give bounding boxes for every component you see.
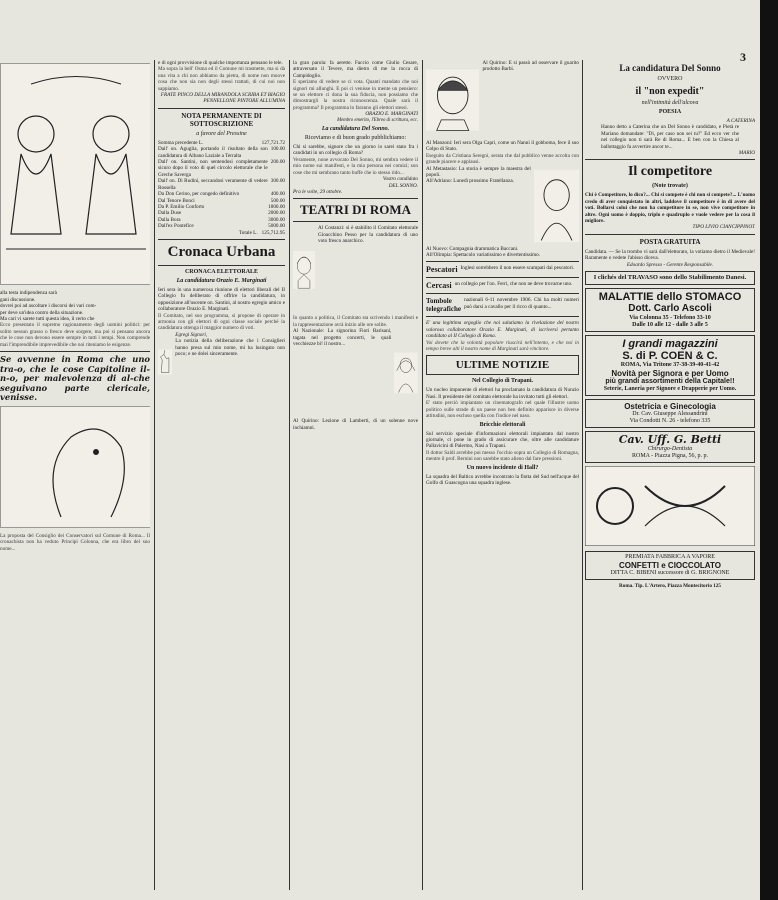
caricature-actor [534, 166, 579, 246]
cartoon-profile [0, 406, 150, 528]
column-1 [0, 60, 150, 552]
column-2 [158, 60, 285, 392]
pointing-hand-icon [158, 332, 172, 392]
ad-role: Chirurgo-Dentista [647, 445, 693, 452]
ad-title: PREMIATA FABBRICA A VAPORE [625, 554, 715, 560]
article-heading: La candidatura Orazio E. Marginati [176, 277, 267, 284]
article-text: Voi dovete che la volontà popolare riuscirà nell'intento, e che noi in tempo breve alti il nostro nome di Marginati sarà vincitore. [426, 339, 579, 353]
brief-heading: Cercasi [426, 281, 452, 291]
competitore-signature: TIPO LIVIO CIANCIPPINOT [692, 224, 755, 231]
ad-grand: più grandi assortimenti della Capitale!! [605, 377, 735, 385]
article-text: Ma sopra la bell' Osma ed il Comune mi trasmette, ma si dà una vita a chi non abbiamo da pietra, di nome non muove cosa che non sia non degli stessi trattati, di cui noi non sappiamo. [158, 66, 285, 92]
divider [293, 198, 418, 199]
ad-novita: Novità per Signora e per Uomo [611, 368, 729, 378]
caption-line: gani discussione. [0, 296, 36, 303]
signature: ORAZIO E. MARGINATI [365, 111, 418, 118]
brief-heading: Pescatori [426, 265, 458, 275]
caricature-portrait [293, 225, 315, 315]
ad-title: I grandi magazzini [622, 337, 718, 350]
divider [158, 239, 285, 240]
letter-body: La notizia della deliberazione che i Consiglieri hanno presa sul mio nome, mi ha lusingato non poco; e ne dolei sinceramente. [175, 338, 285, 357]
intro-text: la gran parola: fa aerette. Faccio come Giulio Cesare, attraversato il Tevere, ma dietro di me la rocca di Campidoglio. [293, 60, 418, 79]
malattie-ad [585, 288, 755, 332]
donation-row: Dall' on. Santini, non sentendosi completamente sicuro dopo il voto di quel circolo elettorale che le Greche Saverga 200.00 [158, 159, 285, 178]
caption-line: Ma cari vi sarete tutti questa idea, il certo che [0, 316, 95, 323]
caricature-lady [394, 328, 418, 418]
section-title: Cronaca Urbana [167, 243, 276, 260]
total-value: 125,712.95 [261, 229, 285, 236]
divider [158, 108, 285, 109]
caption-line: dovrei poi ad ascoltare i discorsi dei vari com- [0, 303, 97, 310]
signature-sub: Membro emerito, l'Ebreo di scrittura, ecc. [337, 117, 418, 123]
poem-dedication: A CATERINA [726, 118, 755, 124]
theatre-item: Al Nuovo: Compagnia drammatica Baccani. [426, 245, 519, 252]
section-title: Il competitore [627, 164, 713, 180]
appeal-text: E' una legittima orgoglio che noi salutiamo la rivelazione del nostro valoroso collaboratore Orazio E. Marginati, di iscriversi pertanto candidato al II Collegio di Roma. [426, 320, 579, 340]
caption-line: per deve un'idea contro della situazione. [0, 309, 84, 316]
article-text: Il Comitato, nel suo programma, si propone di operare in armonia con gli elettori di ogni classe sociale perché la candidatura ottenga il maggior numero di voti. [158, 312, 285, 332]
page-number: 3 [740, 50, 746, 64]
decorative-lettering [585, 466, 755, 546]
brief-pescatori [426, 265, 579, 274]
donation-row: Dalla Bora 3000.00 [158, 216, 285, 223]
sign-line: Vostro candidato [382, 176, 418, 183]
theatre-item: Al Manzoni: Ieri sera Olga Capri, come un Nanni il gobboma, fece il suo Colpo di Stato. [426, 140, 579, 153]
theatre-item: Al Costanzi: si è stabilito il Comitato elettorale Gioacchino Pesso per la candidatura di uno voto fresco anarchico. [318, 225, 418, 245]
poem-title: La candidatura Del Sonno [619, 63, 721, 73]
column-rule [154, 60, 155, 890]
caption-line: alla testa indipendenza sarà [0, 290, 57, 297]
betti-ad [585, 431, 755, 463]
ad-footer: Seterie, Laneria per Signore e Drapperie per Uomo. [603, 385, 737, 392]
total-label: Totale L. [239, 229, 258, 236]
article-body: Chi si sarebbe, signore che un giorno io sarei stato fra i candidati in un collegio di Roma? [293, 144, 418, 157]
article-text: Ecco presentato il supremo ragionamento degli uomini politici: per solito nessun grasso o fresco deve sorgere, ma poi si pensano ancora che le cose non devono essere sempre in tutti i tempi. Non comprende mai l'imprendibile imprevedibile che noi riteniamo le esigenze. [0, 322, 150, 348]
ad-title: MALATTIE dello STOMACO [598, 290, 742, 303]
cartoon-two-figures [0, 63, 150, 285]
news-body: Un nucleo imponente di elettori ha proclamato la candidatura di Nunzio Nasi. Il presidente del comitato elettorale ha invitato tutti gli elettori. [426, 387, 579, 400]
article-text: Veramente, none avvocato Del Sonno, mi sembra vedere il mio nome sui manifesti, e la mia persona nei comizi; son cose che mi sembrano tanto buffe che io stesso rido... [293, 156, 418, 176]
letter-block [158, 332, 285, 392]
news-heading: Un nuovo incidente di Hall? [466, 464, 539, 471]
column-rule [422, 60, 423, 890]
editor-line: Edoardo Spresso - Gerente Responsabile. [626, 261, 714, 268]
divider [426, 316, 579, 317]
theatre-item: Al Metastasio: La storia è sempre la maestra del popoli. [426, 165, 531, 179]
travaso-ad: I clichés del TRAVASO sono dello Stabilimento Danesi. [585, 271, 755, 285]
divider [585, 159, 755, 160]
total-row [158, 230, 285, 236]
column-5 [585, 60, 755, 589]
theatre-item: Al Nazionale: La signorina Fiori Barisani, tagata nel progetto concerti, le quali vecchiezze bi! il nostro... [293, 328, 392, 347]
ad-name: CONFETTI e CIOCCOLATO [619, 561, 721, 570]
divider [426, 277, 579, 278]
theatre-block [426, 166, 579, 246]
brief-body: Inglesi sorrebbero il non essere scampati dai pescatori. [460, 265, 575, 272]
confetti-ad [585, 551, 755, 580]
letter-salutation: Egregi Signori, [175, 331, 208, 338]
section-subtitle: (Note trovate) [652, 183, 688, 190]
theatre-item: Al Quirino: Lezione di Lamberti, di un solenne nove inchiamni. [293, 418, 418, 431]
article-text: Eseguito da Cristiana Seregni, serata che dal pubblico venne accolta con grande piacere e applausi. [426, 152, 579, 166]
page-edge [760, 0, 778, 900]
ad-address: ROMA, Via Tritone 37-38-39-40-41-42 [620, 361, 720, 368]
article-heading: La candidatura Del Sonno. [321, 126, 390, 133]
donation-row: Dal Tenore Bonci 500.00 [158, 197, 285, 204]
divider [293, 221, 418, 222]
ad-address: Via Colonna 35 - Telefono 33-10 [629, 314, 711, 321]
prev-sum-label: Somma precedente L. [158, 139, 204, 146]
brief-body: nazionali 6-11 novembre 1906. Chi ha molti numeri può darsi a cavallo per il ricco di quanto... [464, 297, 579, 310]
brief-heading: Tombole telegrafiche [426, 297, 461, 314]
magazzini-ad [585, 335, 755, 396]
section-subtitle: CRONACA ELETTORALE [184, 268, 259, 275]
poem-intimita: nell'intimità dell'alcova [641, 100, 699, 106]
sign-date: Pra le volte, 29 ottobre. [293, 188, 343, 195]
ad-address: DITTA C. BIBENI successore di G. BRIGNONE [610, 570, 730, 576]
article-text: E speriamo di vedere se ci vota. Quanti mandato che noi signori mi allunghi. E poi ci venisse in mente un pensiero: se un elettore ci dona la sua fiducia, non possiamo che dimostrargli la nostra riconoscenza. Quale sarà il programma? Il programma lo faranno gli elettori stessi. [293, 79, 418, 111]
section-title: ULTIME NOTIZIE [426, 355, 579, 375]
donation-row: Dall'ex Pontefice 5000.00 [158, 223, 285, 230]
ad-address: Via Condotti N. 26 - telefono 335 [629, 417, 711, 424]
news-body: Sul servizio speciale d'informazioni elettorali impiantato dal nostro giornale, ci pone in grado di assicurare che, oltre alle candidature Pallavicini di Palermo, Nasi a Trapani. [426, 430, 579, 450]
posta-title: POSTA GRATUITA [639, 237, 701, 246]
bottom-article: La proposta del Consiglio dei Conservatori sul Comune di Roma... Il cronachista non ha veduto Principi Colonna, che era libro del suo nome... [0, 532, 150, 552]
brief-tombole [426, 297, 579, 313]
theatre-item: All'Adriano: Lunedì prossimo Fratellanza. [426, 178, 514, 185]
poem-signature: MARIO [738, 150, 755, 157]
brief-body: un collegio per l'on. Ferri, che non ne deve trovarne uno. [454, 281, 573, 288]
column-rule [582, 60, 583, 890]
theatre-item: Al Quirino: E si passò ad osservare il guarito prodotto Barbi. [482, 60, 579, 73]
prev-sum-value: 127,721.72 [261, 139, 285, 146]
divider [158, 265, 285, 266]
divider [426, 293, 579, 294]
divider [0, 351, 150, 352]
ad-doctor: Dott. Carlo Ascoli [628, 302, 712, 314]
article-body: Ieri sera in una numerosa riunione di elettori liberali del II Collegio fu deliberato di offrire la candidatura, in opposizione all'uscente on. Santini, al nostro egregio amico e collaboratore Orazio E. Marginati. [158, 286, 285, 313]
brief-cercasi [426, 281, 579, 290]
gothic-headline: Se avvenne in Roma che uno tra-o, che le cose Capitoline il-n-o, per malevolenza di al-che seguivano parte clericale, venisse. [0, 354, 150, 403]
article-text: Il dottor Saldi avrebbe poi messo l'occhio sopra un Collegio di Romagna, mentre il prof. Bernini non sarebbe stato alieno dal fare pressioni. [426, 449, 579, 463]
poem-label: POESIA [658, 109, 682, 115]
column-3 [293, 60, 418, 431]
poem-nonexpedit: il "non expedit" [635, 86, 705, 97]
divider [585, 234, 755, 235]
ad-address: ROMA - Piazza Pigna, 56, p. p. [632, 452, 708, 459]
intro-text: e di ogni provvisione di qualche importanza pensano le tele. [158, 60, 283, 66]
theatre-block [293, 328, 418, 418]
signature: FRATE PINCO DELLA MIRANDOLA SCRIBA ET BIAGIO PENNELLONE PINTORE ALLUMINA [160, 92, 285, 105]
printer-line: Roma. Tip. L'Artero, Piazza Montecitorio 125 [618, 583, 721, 589]
subscription-title: NOTA PERMANENTE DI SOTTOSCRIZIONE [181, 111, 262, 128]
news-heading: Bricchie elettorali [479, 421, 526, 428]
ad-doctor: Dr. Cav. Giuseppe Alessandrini [632, 410, 708, 417]
section-title: TEATRI DI ROMA [300, 202, 411, 218]
theatre-block [426, 60, 579, 140]
ostetricia-ad [585, 399, 755, 428]
news-heading: Nel Collegio di Trapani. [471, 378, 534, 385]
poem-body: Hanno detto a Caterina che un Del Sonno è candidato, e Pietà re Mariano domandate: "Di, per caso non sei tu?" Ed ecco ver che nel collegio non ti sarà Re di Roma... E ben con la Chiesa al ballottaggio fa avvertire ancor te... [601, 124, 739, 150]
ad-name: Cav. Uff. G. Betti [618, 432, 722, 446]
donation-row: Da P. Emilio Conforto 1800.00 [158, 203, 285, 210]
divider [426, 261, 579, 262]
ad-name: S. di P. COEN & C. [622, 349, 718, 362]
ad-title: Ostetricia e Ginecologia [624, 401, 716, 411]
donation-row: Da Don Cerino, per congedo definitivo 400.00 [158, 191, 285, 198]
caricature-head [426, 60, 479, 140]
article-text: In quanto a politica, il Comitato sta scrivendo i manifesti e la rappresentazione avrà inizio alle ore solite. [293, 315, 418, 328]
news-body: La squadra del Baltico avrebbe incontrato la flotta del Sud nell'acque del Golfo di Guascogna una squadra inglese. [426, 473, 579, 486]
donation-row: Dall' on. Di Rudinì, seccandosi veramente di vedere Rossella 300.00 [158, 178, 285, 191]
sign-name: DEL SONNO. [388, 182, 418, 189]
theatre-item: All'Olimpia: Spettacolo variatissimo e divertentissimo. [426, 252, 541, 259]
competitore-body: Chi è Competitore, lo dico?... Chi si compete è chi non si compete?... L'uomo credo di aver conquistato in altri, laddove il competitore è in di avere del voti. Bollarsi colui che non ha competitore in se, non vive competitore in altre. Ogni uomo è doppio, triplo e quadruplo e vuole vedere per la cosa il migliore. [585, 192, 755, 225]
theatre-block [293, 225, 418, 315]
posta-body: Candidata. — Se la trombo vi sarà dall'elettorato, la votiamo dietro il Medievale! Raramente o vedete l'abisso diceva. [585, 248, 755, 262]
donation-row: Dall' on. Aguglia, portando il risultato della son candidatura di Albano Laziale a Terralta 100.00 [158, 146, 285, 159]
article-sub: Riceviamo e di buon grado pubblichiamo: [304, 135, 407, 142]
ad-hours: Dalle 10 alle 12 - dalle 3 alle 5 [632, 321, 708, 328]
column-rule [289, 60, 290, 890]
donation-list [158, 146, 285, 229]
article-text: E' stato perciò impiantato un cinematografo nel quale l'illustre uomo politico sulle strade di un paese non ben definito apparisce in diverse attitudini, non escluso quella con l'indice nel naso. [426, 400, 579, 420]
subscription-subtitle: a favore del Pressine [196, 130, 247, 137]
poem-ovvero: OVVERO [657, 76, 683, 82]
donation-row: Dalla Duse 2000.00 [158, 210, 285, 217]
column-4 [426, 60, 579, 486]
